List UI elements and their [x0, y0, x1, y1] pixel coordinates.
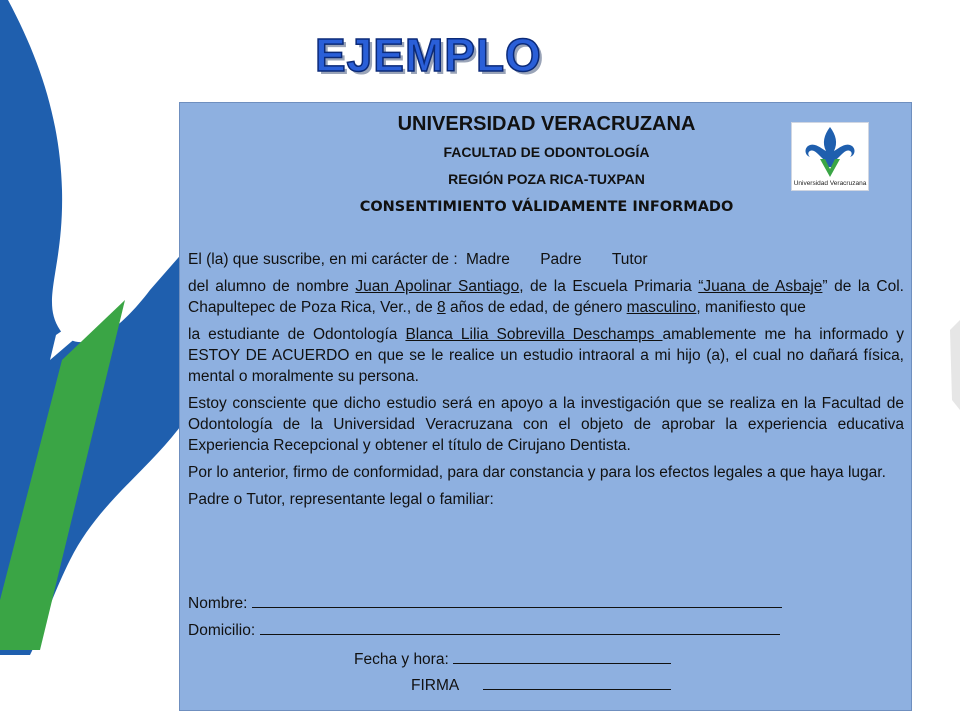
- purpose-paragraph: Estoy consciente que dicho estudio será en apoyo a la investigación que se realiza en la Facultad de Odontología de la Universidad Veracruzana con el objeto de aprobar la experiencia educativa Experiencia Recepcional y obtener el título de Cirujano Dentista.: [188, 395, 904, 454]
- address-row: [188, 620, 780, 640]
- signature-line[interactable]: [483, 675, 671, 690]
- student-age: 8: [437, 299, 446, 316]
- student-text-5: , manifiesto que: [696, 299, 806, 316]
- researcher-paragraph: [188, 324, 904, 387]
- student-paragraph: [188, 276, 904, 318]
- signature-row: [411, 675, 671, 695]
- form-title: CONSENTIMIENTO VÁLIDAMENTE INFORMADO: [359, 199, 734, 215]
- student-text-4: años de edad, de género: [445, 299, 627, 316]
- logo-caption: Universidad Veracruzana: [793, 180, 867, 187]
- name-row: [188, 593, 782, 613]
- emblem-right-edge: [950, 320, 960, 410]
- datetime-line[interactable]: [453, 649, 671, 664]
- option-tutor[interactable]: Tutor: [611, 251, 648, 268]
- name-line[interactable]: [252, 593, 782, 608]
- intro-line: [188, 249, 904, 270]
- region-heading: REGIÓN POZA RICA-TUXPAN: [448, 171, 645, 187]
- student-name: Juan Apolinar Santiago: [355, 278, 520, 295]
- student-text-1: del alumno de nombre: [188, 278, 356, 295]
- option-padre[interactable]: Padre: [540, 251, 582, 268]
- school-name: “Juana de Asbaje: [698, 278, 823, 295]
- option-madre[interactable]: Madre: [465, 251, 510, 268]
- faculty-heading: FACULTAD DE ODONTOLOGÍA: [443, 144, 650, 160]
- university-heading: UNIVERSIDAD VERACRUZANA: [397, 113, 696, 135]
- researcher-text-2: amablemente me ha informado y ESTOY DE ACUERDO en que se le realice un estudio intraoral a mi hijo (a), el cual no dañará física, mental o moralmente su persona.: [188, 326, 905, 385]
- intro-text: El (la) que suscribe, en mi carácter de :: [188, 251, 458, 268]
- student-text-2: , de la Escuela Primaria: [519, 278, 699, 295]
- address-label: Domicilio:: [188, 622, 256, 639]
- consent-form-card: [179, 102, 912, 711]
- slide-title: EJEMPLO: [315, 29, 542, 81]
- uv-logo: [791, 122, 869, 191]
- signature-label: FIRMA: [411, 677, 459, 694]
- name-label: Nombre:: [188, 595, 248, 612]
- researcher-text-1: la estudiante de Odontología: [188, 326, 406, 343]
- student-gender: masculino: [626, 299, 697, 316]
- address-line[interactable]: [260, 620, 780, 635]
- researcher-name: Blanca Lilia Sobrevilla Deschamps: [405, 326, 663, 343]
- conformity-paragraph: Por lo anterior, firmo de conformidad, para dar constancia y para los efectos legales a que haya lugar.: [188, 464, 886, 481]
- student-text-3: ” de la Col. Chapultepec de Poza Rica, Ver., de: [188, 278, 904, 316]
- datetime-row: [354, 649, 671, 669]
- fleur-de-lis-icon: [792, 123, 868, 179]
- form-body: [188, 249, 904, 516]
- datetime-label: Fecha y hora:: [354, 651, 449, 668]
- guardian-label: Padre o Tutor, representante legal o familiar:: [188, 491, 494, 508]
